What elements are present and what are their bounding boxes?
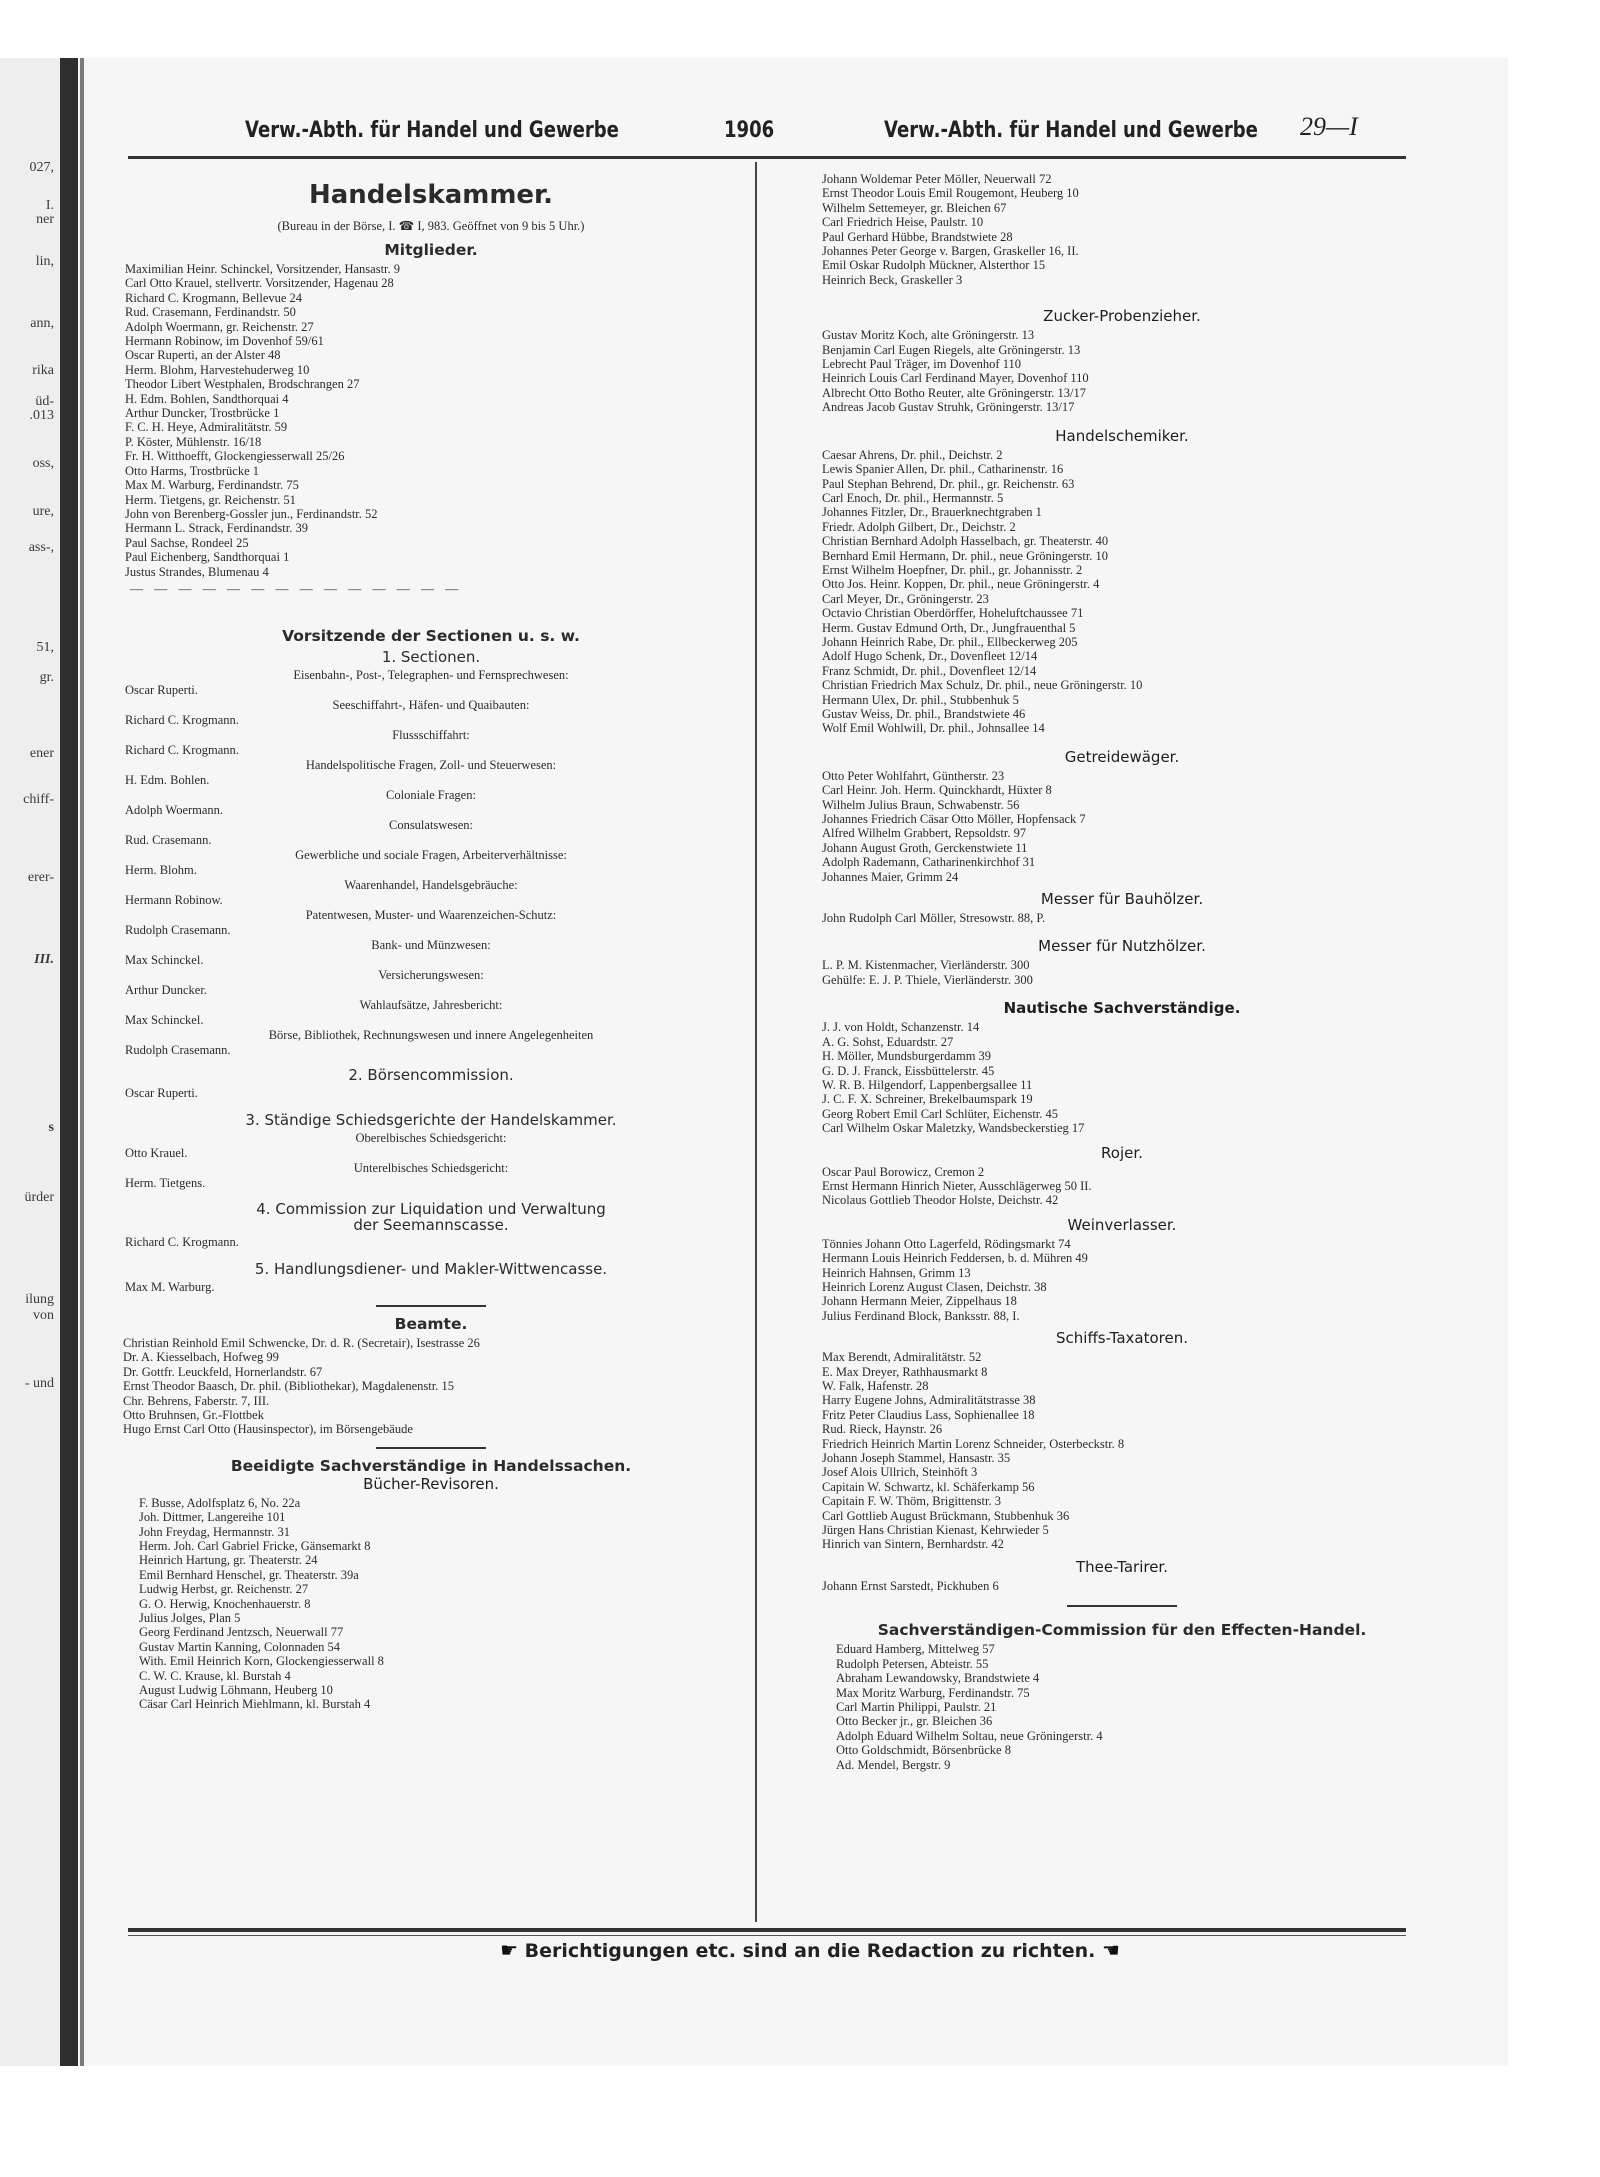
list-revisoren-continued: [822, 172, 1422, 287]
list-item: Paul Eichenberg, Sandthorquai 1: [125, 550, 290, 565]
list-item: Johann Hermann Meier, Zippelhaus 18: [822, 1294, 1017, 1309]
heading-seemannscasse-line2: der Seemannscasse.: [353, 1215, 509, 1234]
heading-boersencommission: 2. Börsencommission.: [348, 1065, 514, 1084]
list-item: Christian Bernhard Adolph Hasselbach, gr. Theaterstr. 40: [822, 534, 1109, 549]
list-item: G. D. J. Franck, Eissbüttelerstr. 45: [822, 1063, 995, 1078]
list-item: Adolf Hugo Schenk, Dr., Dovenfleet 12/14: [822, 649, 1038, 664]
list-item: Johann Woldemar Peter Möller, Neuerwall 72: [822, 172, 1052, 186]
section-topic: Börse, Bibliothek, Rechnungswesen und innere Angelegenheiten: [268, 1027, 594, 1042]
section-topic: Eisenbahn-, Post-, Telegraphen- und Fernsprechwesen:: [293, 667, 569, 682]
section-chair: Richard C. Krogmann.: [125, 712, 239, 727]
list-item: Gehülfe: E. J. P. Thiele, Vierländerstr. 300: [822, 972, 1033, 987]
list-item: G. O. Herwig, Knochenhauerstr. 8: [139, 1596, 311, 1611]
margin-fragment: chiff-: [23, 792, 54, 807]
list-item: Hermann Robinow, im Dovenhof 59/61: [125, 334, 324, 349]
list-item: Ludwig Herbst, gr. Reichenstr. 27: [139, 1582, 309, 1597]
list-item: Rudolph Petersen, Abteistr. 55: [836, 1656, 989, 1671]
list-item: Max M. Warburg, Ferdinandstr. 75: [125, 478, 299, 493]
list-item: Otto Bruhnsen, Gr.-Flottbek: [123, 1407, 264, 1422]
list-item: Carl Gottlieb August Brückmann, Stubbenhuk 36: [822, 1508, 1070, 1523]
list-item: Max Moritz Warburg, Ferdinandstr. 75: [836, 1685, 1030, 1700]
list-item: Arthur Duncker, Trostbrücke 1: [125, 406, 280, 421]
heading-weinverlasser: Weinverlasser.: [1067, 1215, 1177, 1234]
margin-fragment: gr.: [39, 670, 54, 685]
list-getreidewaeger: [822, 769, 1422, 884]
margin-fragment: üd-: [35, 394, 54, 409]
list-item: Friedrich Heinrich Martin Lorenz Schneider, Osterbeckstr. 8: [822, 1436, 1125, 1451]
list-item: F. Busse, Adolfsplatz 6, No. 22a: [139, 1495, 301, 1510]
margin-fragment: 027,: [29, 160, 54, 175]
list-item: Carl Heinr. Joh. Herm. Quinckhardt, Hüxter 8: [822, 783, 1052, 798]
heading-getreidewaeger: Getreidewäger.: [1064, 747, 1180, 766]
name-oberelbisch: Otto Krauel.: [125, 1145, 188, 1160]
list-item: Eduard Hamberg, Mittelweg 57: [836, 1642, 995, 1657]
list-item: Fritz Peter Claudius Lass, Sophienallee 18: [822, 1407, 1035, 1422]
header-left-title: Verw.-Abth. für Handel und Gewerbe: [245, 118, 619, 143]
list-mitglieder: [125, 262, 737, 579]
name-unterelbisch: Herm. Tietgens.: [125, 1175, 206, 1190]
list-item: Bernhard Emil Hermann, Dr. phil., neue Gröningerstr. 10: [822, 548, 1109, 563]
list-item: Justus Strandes, Blumenau 4: [125, 564, 269, 579]
list-item: Alfred Wilhelm Grabbert, Repsoldstr. 97: [822, 826, 1027, 841]
list-item: Adolph Woermann, gr. Reichenstr. 27: [125, 319, 314, 334]
heading-sectionen: 1. Sectionen.: [381, 647, 481, 666]
margin-fragment: ass-,: [28, 540, 54, 555]
list-item: Gustav Martin Kanning, Colonnaden 54: [139, 1639, 341, 1654]
list-item: Caesar Ahrens, Dr. phil., Deichstr. 2: [822, 447, 1003, 462]
previous-page-margin-text: [0, 58, 58, 2066]
short-rule: [376, 1447, 486, 1449]
heading-beamte: Beamte.: [394, 1314, 468, 1333]
short-rule: [1067, 1605, 1177, 1607]
list-item: Fr. H. Witthoefft, Glockengiesserwall 25/26: [125, 449, 345, 464]
margin-fragment: rika: [32, 363, 54, 378]
heading-thee-tarirer: Thee-Tarirer.: [1076, 1557, 1168, 1576]
list-item: Carl Otto Krauel, stellvertr. Vorsitzender, Hagenau 28: [125, 276, 394, 291]
section-chair: H. Edm. Bohlen.: [125, 772, 210, 787]
list-item: Oscar Ruperti, an der Alster 48: [125, 348, 281, 363]
list-item: H. Edm. Bohlen, Sandthorquai 4: [125, 391, 289, 406]
heading-vorsitzende: Vorsitzende der Sectionen u. s. w.: [282, 626, 580, 645]
margin-fragment: III.: [34, 952, 54, 967]
list-item: W. R. B. Hilgendorf, Lappenbergsallee 11: [822, 1077, 1033, 1092]
section-topic: Coloniale Fragen:: [386, 787, 476, 802]
list-item: Maximilian Heinr. Schinckel, Vorsitzender, Hansastr. 9: [125, 262, 401, 276]
margin-fragment: I.: [45, 198, 54, 213]
list-item: Otto Goldschmidt, Börsenbrücke 8: [836, 1743, 1011, 1758]
list-item: W. Falk, Hafenstr. 28: [822, 1379, 929, 1393]
section-chair: Max Schinckel.: [125, 1012, 204, 1027]
list-item: L. P. M. Kistenmacher, Vierländerstr. 300: [822, 958, 1030, 973]
list-item: Lewis Spanier Allen, Dr. phil., Catharinenstr. 16: [822, 462, 1064, 477]
short-rule: [376, 1305, 486, 1307]
list-item: Lebrecht Paul Träger, im Dovenhof 110: [822, 357, 1021, 372]
list-item: Ernst Theodor Baasch, Dr. phil. (Bibliothekar), Magdalenenstr. 15: [123, 1379, 454, 1394]
footer-rule-thick: [128, 1928, 1406, 1932]
list-item: Johannes Friedrich Cäsar Otto Möller, Hopfensack 7: [822, 812, 1086, 827]
list-item: Ernst Wilhelm Hoepfner, Dr. phil., gr. Johannisstr. 2: [822, 562, 1083, 577]
name-boersencommission: Oscar Ruperti.: [125, 1085, 198, 1100]
list-item: H. Möller, Mundsburgerdamm 39: [822, 1049, 992, 1064]
margin-fragment: ener: [29, 746, 54, 761]
pointing-hand-left-icon: ☚: [1101, 1938, 1120, 1962]
section-topic: Gewerbliche und sociale Fragen, Arbeiterverhältnisse:: [295, 847, 567, 862]
header-year: 1906: [724, 118, 775, 143]
list-item: Johannes Maier, Grimm 24: [822, 869, 959, 884]
margin-fragment: oss,: [32, 456, 54, 471]
footer-text: Berichtigungen etc. sind an die Redaction zu richten.: [524, 1940, 1096, 1962]
margin-fragment: .013: [29, 408, 54, 423]
list-item: Johann August Groth, Gerckenstwiete 11: [822, 840, 1028, 855]
list-item: Franz Schmidt, Dr. phil., Dovenfleet 12/14: [822, 663, 1037, 678]
list-item: Otto Peter Wohlfahrt, Güntherstr. 23: [822, 768, 1005, 783]
list-buecher-revisoren: [125, 1496, 737, 1712]
dash-separator: — — — — — — — — — — — — — —: [130, 580, 463, 596]
list-item: Dr. A. Kiesselbach, Hofweg 99: [123, 1350, 279, 1365]
list-item: Johannes Peter George v. Bargen, Graskeller 16, II.: [822, 244, 1079, 259]
margin-fragment: erer-: [27, 870, 54, 885]
list-item: Dr. Gottfr. Leuckfeld, Hornerlandstr. 67: [123, 1364, 323, 1379]
section-chair: Richard C. Krogmann.: [125, 742, 239, 757]
list-weinverlasser: [822, 1237, 1422, 1323]
list-item: Ernst Theodor Louis Emil Rougemont, Heuberg 10: [822, 186, 1079, 201]
list-item: Georg Robert Emil Carl Schlüter, Eichenstr. 45: [822, 1106, 1059, 1121]
heading-seemannscasse-line1: 4. Commission zur Liquidation und Verwaltung: [256, 1199, 606, 1218]
list-item: F. C. H. Heye, Admiralitätstr. 59: [125, 420, 288, 435]
name-seemannscasse: Richard C. Krogmann.: [125, 1234, 239, 1249]
right-column: [822, 172, 1422, 1772]
section-chair: Arthur Duncker.: [125, 982, 207, 997]
list-item: Theodor Libert Westphalen, Brodschrangen 27: [125, 377, 360, 392]
list-rojer: [822, 1165, 1422, 1208]
heading-rojer: Rojer.: [1101, 1143, 1143, 1162]
list-item: Chr. Behrens, Faberstr. 7, III.: [123, 1393, 270, 1408]
margin-fragment: ilung: [25, 1292, 54, 1307]
margin-fragment: ann,: [30, 316, 54, 331]
section-topic: Wahlaufsätze, Jahresbericht:: [359, 997, 503, 1012]
list-item: Adolph Eduard Wilhelm Soltau, neue Gröningerstr. 4: [836, 1728, 1103, 1743]
heading-bauhoelzer: Messer für Bauhölzer.: [1040, 890, 1204, 909]
heading-seemannscasse: [125, 1201, 737, 1233]
list-item: Julius Jolges, Plan 5: [139, 1611, 241, 1626]
list-item: Wilhelm Settemeyer, gr. Bleichen 67: [822, 200, 1007, 215]
footer-rule-thin: [128, 1935, 1406, 1936]
list-item: Benjamin Carl Eugen Riegels, alte Gröningerstr. 13: [822, 342, 1081, 357]
section-chair: Adolph Woermann.: [125, 802, 224, 817]
list-zucker: [822, 328, 1422, 414]
list-item: With. Emil Heinrich Korn, Glockengiesserwall 8: [139, 1654, 384, 1669]
list-item: Emil Bernhard Henschel, gr. Theaterstr. 39a: [139, 1567, 359, 1582]
list-item: Adolph Rademann, Catharinenkirchhof 31: [822, 855, 1036, 870]
list-item: Hermann L. Strack, Ferdinandstr. 39: [125, 521, 308, 536]
list-item: Johann Heinrich Rabe, Dr. phil., Ellbeckerweg 205: [822, 634, 1078, 649]
list-item: Paul Gerhard Hübbe, Brandstwiete 28: [822, 229, 1013, 244]
list-item: Otto Jos. Heinr. Koppen, Dr. phil., neue Gröningerstr. 4: [822, 577, 1100, 592]
list-item: Otto Harms, Trostbrücke 1: [125, 463, 260, 478]
list-item: Paul Sachse, Rondeel 25: [125, 535, 249, 550]
section-chair: Rud. Crasemann.: [125, 832, 212, 847]
margin-fragment: ürder: [24, 1190, 54, 1205]
list-thee-tarirer: [822, 1579, 1422, 1593]
list-item: Max Berendt, Admiralitätstr. 52: [822, 1350, 982, 1365]
column-divider: [755, 162, 757, 1922]
list-item: Carl Meyer, Dr., Gröningerstr. 23: [822, 591, 989, 606]
list-item: J. C. F. X. Schreiner, Brekelbaumspark 19: [822, 1092, 1033, 1107]
bureau-note: (Bureau in der Börse, I. ☎ I, 983. Geöffnet von 9 bis 5 Uhr.): [277, 219, 585, 233]
margin-fragment: 51,: [36, 640, 54, 655]
heading-wittwencasse: 5. Handlungsdiener- und Makler-Wittwencasse.: [254, 1259, 608, 1278]
list-item: Emil Oskar Rudolph Mückner, Alsterthor 15: [822, 258, 1046, 273]
list-item: Johann Joseph Stammel, Hansastr. 35: [822, 1451, 1011, 1466]
list-item: J. J. von Holdt, Schanzenstr. 14: [822, 1020, 980, 1035]
section-topic: Consulatswesen:: [388, 817, 474, 832]
list-item: Rud. Rieck, Haynstr. 26: [822, 1422, 943, 1437]
list-item: Ad. Mendel, Bergstr. 9: [836, 1757, 951, 1772]
list-nautisch: [822, 1020, 1422, 1135]
list-item: Otto Becker jr., gr. Bleichen 36: [836, 1714, 993, 1729]
name-wittwencasse: Max M. Warburg.: [125, 1279, 215, 1294]
margin-fragment: ner: [36, 212, 54, 227]
list-item: Johannes Fitzler, Dr., Brauerknechtgraben 1: [822, 505, 1042, 520]
section-chair: Oscar Ruperti.: [125, 682, 198, 697]
list-item: Johann Ernst Sarstedt, Pickhuben 6: [822, 1578, 999, 1593]
footer-notice: [400, 1938, 1220, 1962]
heading-schiffs-taxatoren: Schiffs-Taxatoren.: [1056, 1329, 1188, 1348]
section-chair: Rudolph Crasemann.: [125, 1042, 231, 1057]
topic-oberelbisch: Oberelbisches Schiedsgericht:: [355, 1130, 507, 1145]
list-item: Georg Ferdinand Jentzsch, Neuerwall 77: [139, 1625, 344, 1640]
list-item: Capitain F. W. Thöm, Brigittenstr. 3: [822, 1494, 1001, 1509]
list-item: Gustav Moritz Koch, alte Gröningerstr. 13: [822, 328, 1035, 343]
heading-schiedsgerichte: 3. Ständige Schiedsgerichte der Handelskammer.: [245, 1110, 617, 1129]
list-item: Gustav Weiss, Dr. phil., Brandstwiete 46: [822, 707, 1026, 721]
list-beamte: [123, 1336, 737, 1437]
list-item: Hermann Louis Heinrich Feddersen, b. d. Mühren 49: [822, 1251, 1088, 1266]
list-effecten: [822, 1642, 1422, 1772]
list-item: Carl Enoch, Dr. phil., Hermannstr. 5: [822, 490, 1004, 505]
list-item: Christian Friedrich Max Schulz, Dr. phil., neue Gröningerstr. 10: [822, 678, 1143, 693]
list-item: Friedr. Adolph Gilbert, Dr., Deichstr. 2: [822, 519, 1016, 534]
list-item: Cäsar Carl Heinrich Miehlmann, kl. Burstah 4: [139, 1697, 371, 1712]
margin-fragment: von: [33, 1308, 54, 1323]
heading-zucker: Zucker-Probenzieher.: [1043, 307, 1201, 326]
section-topic: Patentwesen, Muster- und Waarenzeichen-Schutz:: [305, 907, 557, 922]
list-item: Carl Martin Philippi, Paulstr. 21: [836, 1699, 997, 1714]
list-item: Wolf Emil Wohlwill, Dr. phil., Johnsallee 14: [822, 721, 1045, 736]
list-item: John von Berenberg-Gossler jun., Ferdinandstr. 52: [125, 506, 378, 521]
list-item: Ernst Hermann Hinrich Nieter, Ausschlägerweg 50 II.: [822, 1178, 1092, 1193]
section-chair: Max Schinckel.: [125, 952, 204, 967]
list-handelschemiker: [822, 448, 1422, 736]
list-schiffs-taxatoren: [822, 1350, 1422, 1552]
list-item: Rud. Crasemann, Ferdinandstr. 50: [125, 305, 296, 320]
header-page-number: 29—I: [1300, 112, 1358, 141]
binding-shadow-thin: [80, 58, 84, 2066]
section-title-handelskammer: Handelskammer.: [308, 180, 554, 210]
margin-fragment: ure,: [32, 504, 54, 519]
list-item: Jürgen Hans Christian Kienast, Kehrwieder 5: [822, 1523, 1049, 1538]
list-item: Herm. Blohm, Harvestehuderweg 10: [125, 362, 310, 377]
list-item: Abraham Lewandowsky, Brandstwiete 4: [836, 1671, 1040, 1686]
section-topic: Bank- und Münzwesen:: [371, 937, 491, 952]
list-item: C. W. C. Krause, kl. Burstah 4: [139, 1668, 291, 1683]
section-topic: Flussschiffahrt:: [392, 727, 470, 742]
pointing-hand-right-icon: ☛: [500, 1938, 519, 1962]
left-column: [125, 176, 737, 1712]
list-nutzhoelzer: [822, 958, 1422, 987]
list-item: Josef Alois Ullrich, Steinhöft 3: [822, 1465, 978, 1480]
binding-shadow: [60, 58, 78, 2066]
list-item: Richard C. Krogmann, Bellevue 24: [125, 290, 303, 305]
heading-beeidigte: Beeidigte Sachverständige in Handelssachen.: [230, 1456, 632, 1475]
heading-buecher-revisoren: Bücher-Revisoren.: [363, 1474, 499, 1493]
list-item: Heinrich Hahnsen, Grimm 13: [822, 1265, 971, 1280]
list-item: Herm. Joh. Carl Gabriel Fricke, Gänsemarkt 8: [139, 1539, 371, 1553]
heading-nutzhoelzer: Messer für Nutzhölzer.: [1038, 937, 1206, 956]
list-item: Carl Friedrich Heise, Paulstr. 10: [822, 215, 984, 230]
list-item: P. Köster, Mühlenstr. 16/18: [125, 434, 262, 449]
list-item: Heinrich Lorenz August Clasen, Deichstr. 38: [822, 1279, 1047, 1294]
header-right-title: Verw.-Abth. für Handel und Gewerbe: [884, 118, 1258, 143]
list-item: Carl Wilhelm Oskar Maletzky, Wandsbeckerstieg 17: [822, 1121, 1085, 1136]
list-item: Nicolaus Gottlieb Theodor Holste, Deichstr. 42: [822, 1193, 1059, 1208]
list-item: August Ludwig Löhmann, Heuberg 10: [139, 1683, 333, 1698]
list-item: Wilhelm Julius Braun, Schwabenstr. 56: [822, 797, 1020, 812]
list-item: Herm. Gustav Edmund Orth, Dr., Jungfrauenthal 5: [822, 620, 1076, 635]
list-item: Albrecht Otto Botho Reuter, alte Gröningerstr. 13/17: [822, 385, 1087, 400]
list-item: Julius Ferdinand Block, Banksstr. 88, I.: [822, 1308, 1020, 1323]
heading-nautisch: Nautische Sachverständige.: [1003, 999, 1241, 1018]
list-item: Hugo Ernst Carl Otto (Hausinspector), im Börsengebäude: [123, 1422, 413, 1437]
heading-effecten: Sachverständigen-Commission für den Effecten-Handel.: [877, 1621, 1367, 1640]
list-item: Oscar Paul Borowicz, Cremon 2: [822, 1164, 985, 1179]
list-item: John Rudolph Carl Möller, Stresowstr. 88, P.: [822, 911, 1046, 926]
section-topic: Seeschiffahrt-, Häfen- und Quaibauten:: [332, 697, 530, 712]
list-item: Andreas Jacob Gustav Struhk, Gröningerstr. 13/17: [822, 400, 1075, 415]
list-item: Tönnies Johann Otto Lagerfeld, Rödingsmarkt 74: [822, 1236, 1071, 1251]
list-sectionen: [125, 668, 737, 1058]
list-item: Herm. Tietgens, gr. Reichenstr. 51: [125, 492, 296, 507]
list-item: Heinrich Hartung, gr. Theaterstr. 24: [139, 1553, 318, 1568]
list-item: Octavio Christian Oberdörffer, Hoheluftchaussee 71: [822, 606, 1084, 621]
margin-fragment: lin,: [35, 254, 54, 269]
section-chair: Hermann Robinow.: [125, 892, 223, 907]
list-item: A. G. Sohst, Eduardstr. 27: [822, 1034, 954, 1049]
section-topic: Handelspolitische Fragen, Zoll- und Steuerwesen:: [305, 757, 557, 772]
list-item: Harry Eugene Johns, Admiralitätstrasse 38: [822, 1393, 1036, 1408]
section-topic: Waarenhandel, Handelsgebräuche:: [344, 877, 518, 892]
list-item: Christian Reinhold Emil Schwencke, Dr. d. R. (Secretair), Isestrasse 26: [123, 1335, 480, 1350]
list-bauhoelzer: [822, 911, 1422, 925]
list-item: Heinrich Beck, Graskeller 3: [822, 272, 963, 287]
list-item: John Freydag, Hermannstr. 31: [139, 1524, 291, 1539]
margin-fragment: - und: [24, 1376, 54, 1391]
section-chair: Rudolph Crasemann.: [125, 922, 231, 937]
list-item: Hermann Ulex, Dr. phil., Stubbenhuk 5: [822, 692, 1019, 707]
list-item: E. Max Dreyer, Rathhausmarkt 8: [822, 1364, 988, 1379]
section-chair: Herm. Blohm.: [125, 862, 197, 877]
heading-mitglieder: Mitglieder.: [384, 241, 478, 259]
list-item: Hinrich van Sintern, Bernhardstr. 42: [822, 1537, 1004, 1552]
list-item: Paul Stephan Behrend, Dr. phil., gr. Reichenstr. 63: [822, 476, 1075, 491]
topic-unterelbisch: Unterelbisches Schiedsgericht:: [353, 1160, 509, 1175]
section-topic: Versicherungswesen:: [378, 967, 484, 982]
list-item: Joh. Dittmer, Langereihe 101: [139, 1510, 286, 1525]
heading-handelschemiker: Handelschemiker.: [1055, 426, 1189, 445]
list-item: Heinrich Louis Carl Ferdinand Mayer, Dovenhof 110: [822, 371, 1089, 386]
list-item: Capitain W. Schwartz, kl. Schäferkamp 56: [822, 1479, 1035, 1494]
margin-fragment: s: [48, 1120, 54, 1135]
header-rule: [128, 156, 1406, 159]
